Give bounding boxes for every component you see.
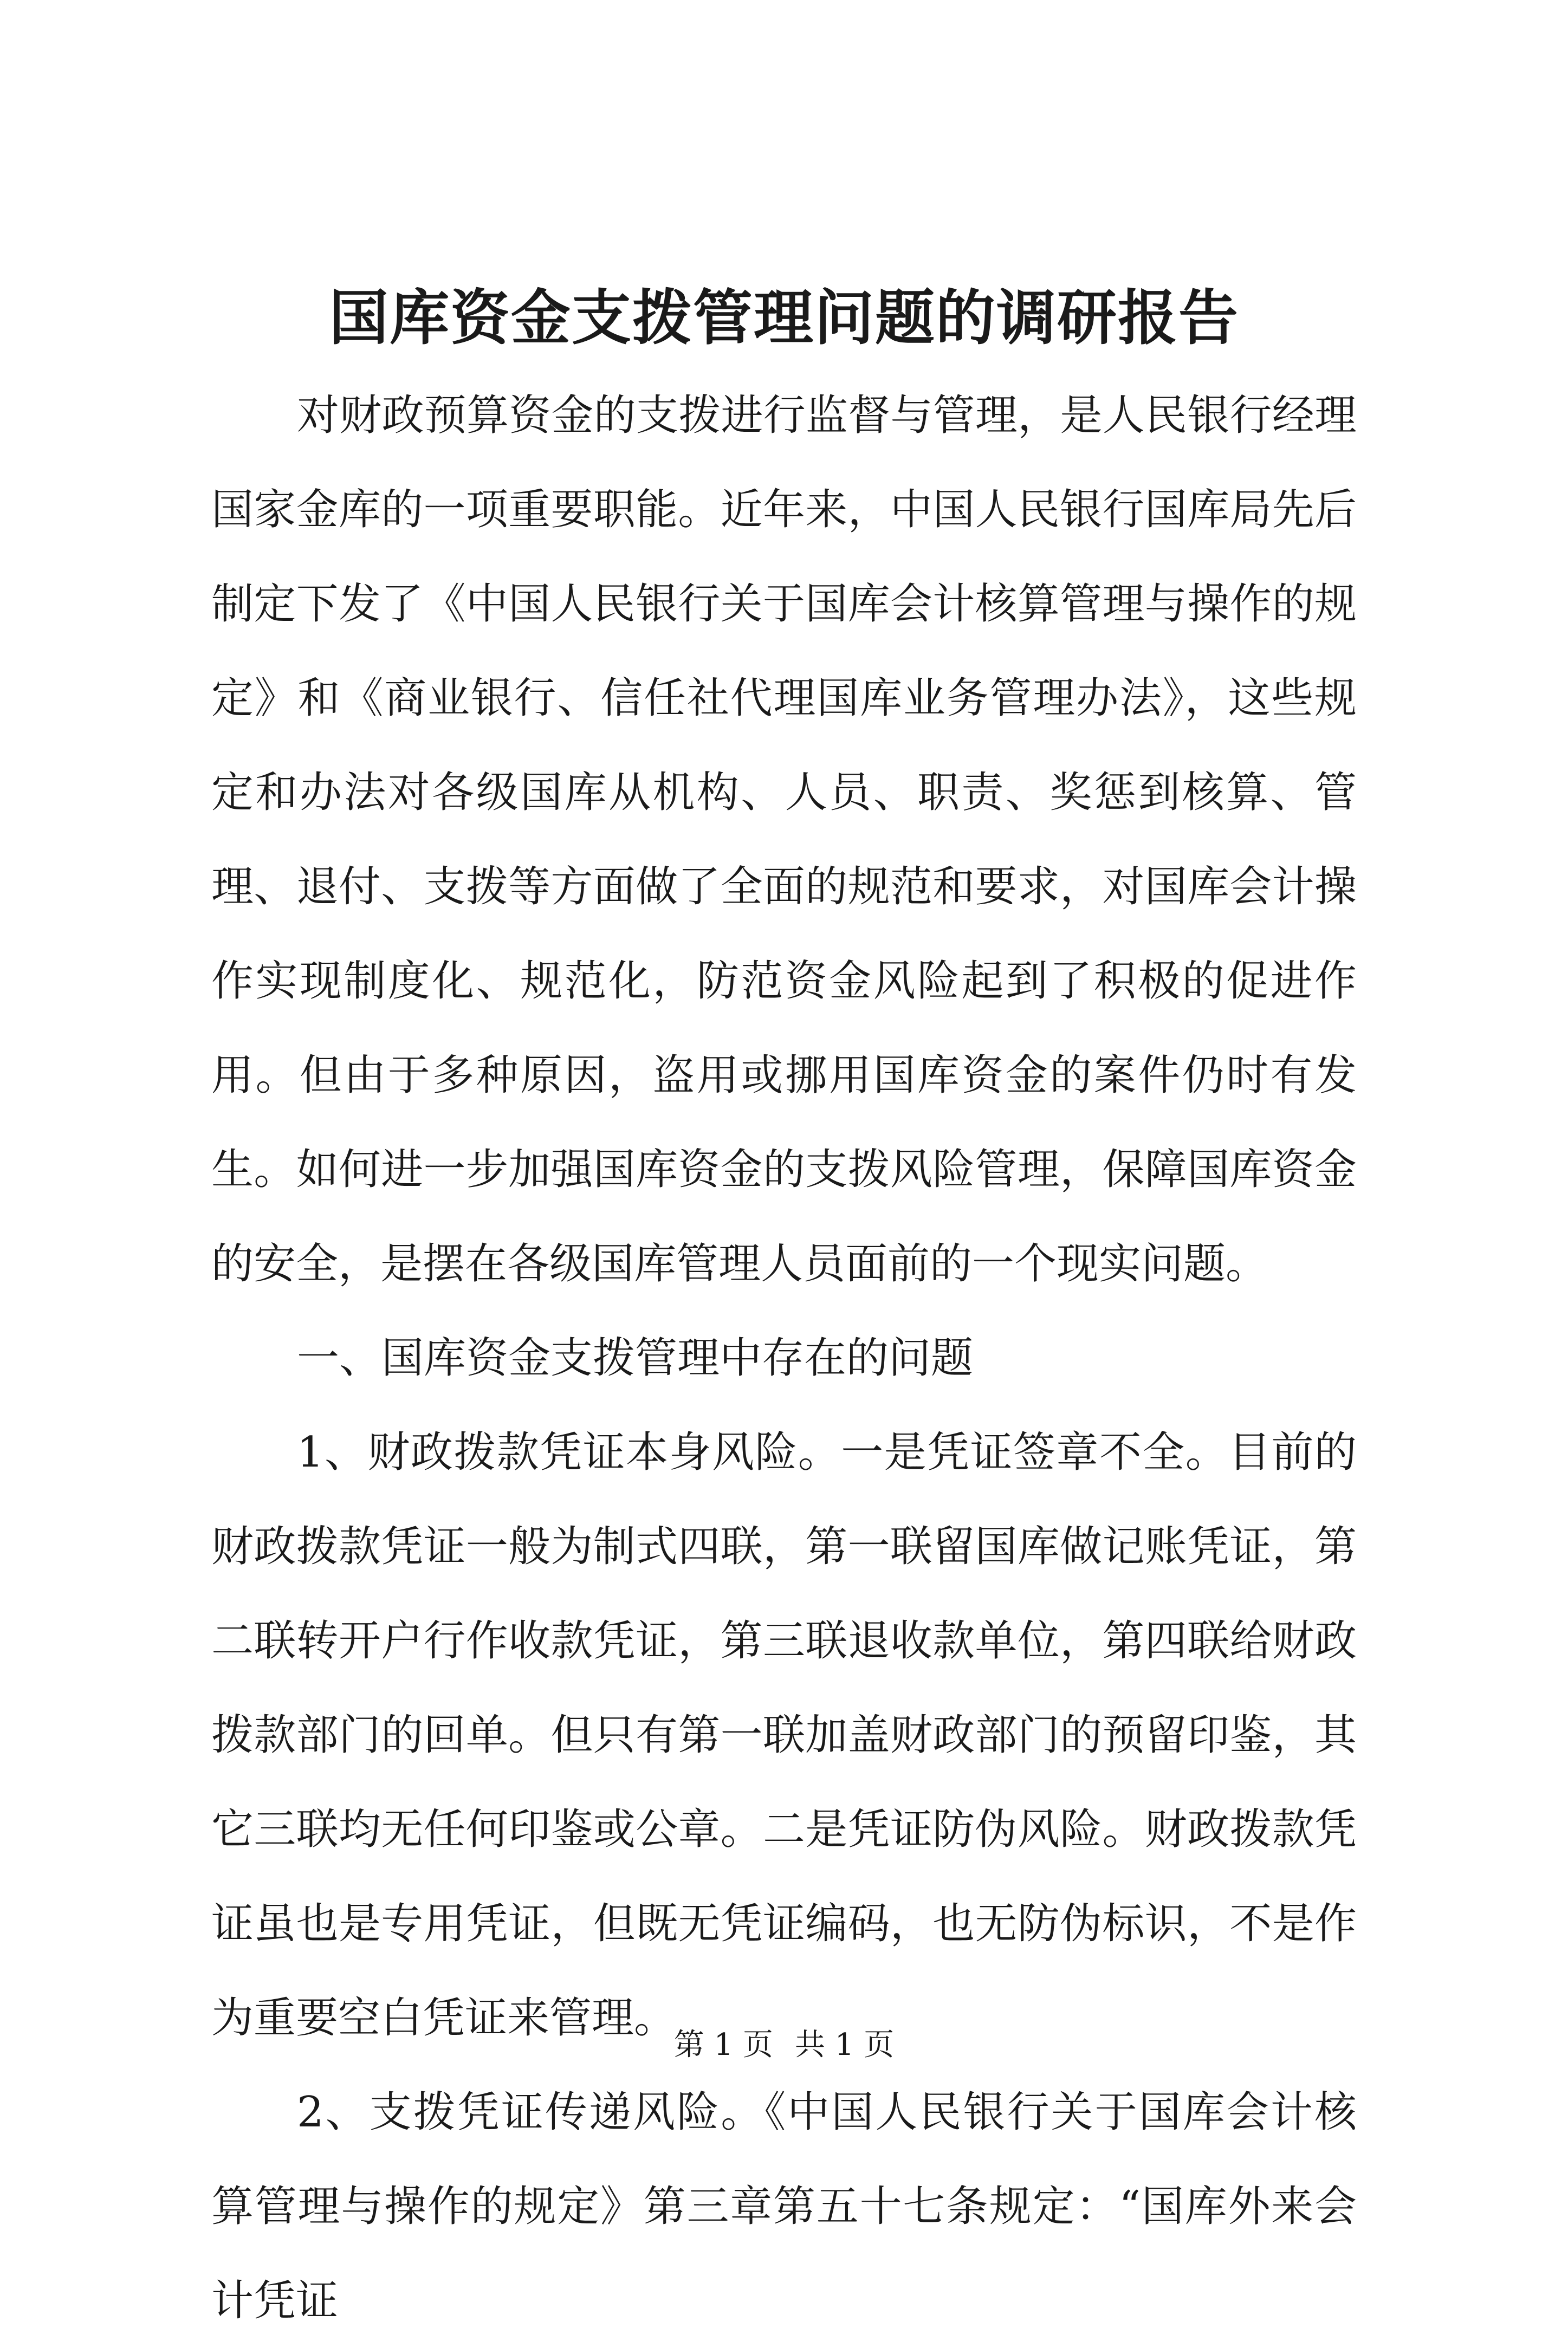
body-paragraph-intro: 对财政预算资金的支拨进行监督与管理，是人民银行经理国家金库的一项重要职能。近年来，中国人民银行国库局先后制定下发了《中国人民银行关于国库会计核算管理与操作的规定》和《商业银行、信任社代理国库业务管理办法》，这些规定和办法对各级国库从机构、人员、职责、奖惩到核算、管理、退付、支拨等方面做了全面的规范和要求，对国库会计操作实现制度化、规范化，防范资金风险起到了积极的促进作用。但由于多种原因，盗用或挪用国库资金的案件仍时有发生。如何进一步加强国库资金的支拨风险管理，保障国库资金的安全，是摆在各级国库管理人员面前的一个现实问题。 bbox=[211, 391, 1357, 1288]
page-footer bbox=[0, 2023, 1568, 2067]
body-paragraph-item-2: 2、支拨凭证传递风险。《中国人民银行关于国库会计核算管理与操作的规定》第三章第五十七条规定：“国库外来会计凭证 bbox=[211, 2088, 1357, 2325]
body-paragraph-item-1: 1、财政拨款凭证本身风险。一是凭证签章不全。目前的财政拨款凭证一般为制式四联，第一联留国库做记账凭证，第二联转开户行作收款凭证，第三联退收款单位，第四联给财政拨款部门的回单。但只有第一联加盖财政部门的预留印鉴，其它三联均无任何印鉴或公章。二是凭证防伪风险。财政拨款凭证虽也是专用凭证，但既无凭证编码，也无防伪标识，不是作为重要空白凭证来管理。 bbox=[211, 1428, 1357, 2042]
section-heading-1: 一、国库资金支拨管理中存在的问题 bbox=[297, 1334, 974, 1383]
page-number: 第 1 页 bbox=[673, 2027, 773, 2062]
document-title: 国库资金支拨管理问题的调研报告 bbox=[329, 283, 1239, 353]
page-total: 共 1 页 bbox=[795, 2027, 895, 2062]
